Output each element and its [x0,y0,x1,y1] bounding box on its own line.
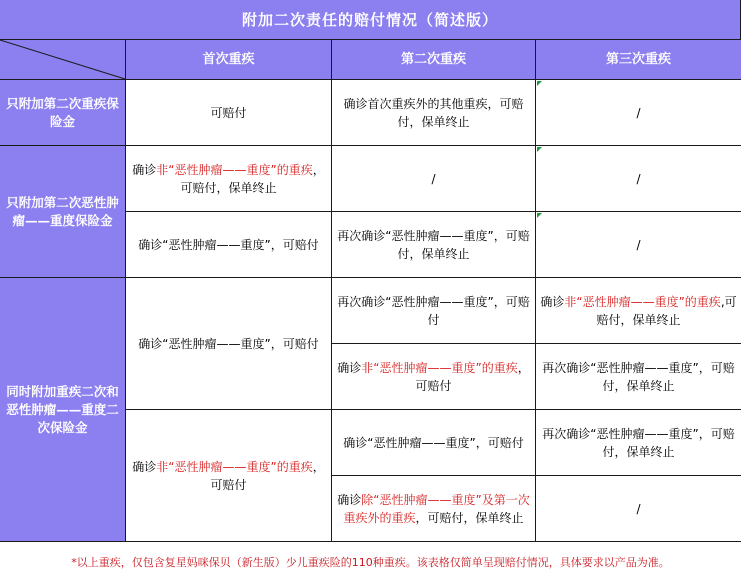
cell-r3b-second-top: 确诊“恶性肿瘤——重度”，可赔付 [332,410,536,476]
diagonal-line [0,40,126,80]
footer-note: *以上重疾，仅包含复星妈咪保贝（新生版）少儿重疾险的110种重疾。该表格仅简单呈现赔付情况，具体要求以产品为准。 [71,555,670,569]
cell-r3a-first: 确诊“恶性肿瘤——重度”，可赔付 [126,278,332,410]
row-label-second-illness-only: 只附加第二次重疾保险金 [0,80,126,146]
cell-r3a-third-top-text: 确诊非“恶性肿瘤——重度”的重疾,可赔付，保单终止 [540,294,737,327]
cell-marker [537,213,542,218]
cell-r2b-second: 再次确诊“恶性肿瘤——重度”，可赔付，保单终止 [332,212,536,278]
table-title: 附加二次责任的赔付情况（简述版） [0,0,741,40]
corner-cell [0,40,126,80]
cell-r1-third: / [536,80,741,146]
cell-r3a-second-bottom [332,344,536,410]
cell-r3b-second-bottom-text: 确诊除“恶性肿瘤——重度”及第一次重疾外的重疾，可赔付，保单终止 [337,492,530,525]
cell-r2a-second: / [332,146,536,212]
cell-r3b-first-text: 确诊非“恶性肿瘤——重度”的重疾，可赔付 [132,459,325,492]
header-first-illness: 首次重疾 [126,40,332,80]
cell-r3a-third-bottom: 再次确诊“恶性肿瘤——重度”，可赔付，保单终止 [536,344,741,410]
cell-r3b-first [126,410,332,542]
header-second-illness: 第二次重疾 [332,40,536,80]
cell-r3b-third-bottom: / [536,476,741,542]
cell-r2a-first-text: 确诊非“恶性肿瘤——重度”的重疾，可赔付，保单终止 [132,162,325,195]
cell-r3a-third-top [536,278,741,344]
cell-r3b-second-bottom [332,476,536,542]
row-label-both-additions: 同时附加重疾二次和恶性肿瘤——重度二次保险金 [0,278,126,542]
cell-r3a-second-top: 再次确诊“恶性肿瘤——重度”，可赔付 [332,278,536,344]
header-third-illness: 第三次重疾 [536,40,741,80]
cell-r2b-first: 确诊“恶性肿瘤——重度”，可赔付 [126,212,332,278]
cell-r3a-second-bottom-text: 确诊非“恶性肿瘤——重度”的重疾，可赔付 [337,360,530,393]
cell-r2a-third: / [536,146,741,212]
cell-r1-second: 确诊首次重疾外的其他重疾，可赔付，保单终止 [332,80,536,146]
cell-r2a-first [126,146,332,212]
cell-r1-first: 可赔付 [126,80,332,146]
row-label-second-cancer-only: 只附加第二次恶性肿瘤——重度保险金 [0,146,126,278]
cell-marker [537,81,542,86]
cell-r2b-third: / [536,212,741,278]
cell-marker [537,147,542,152]
cell-r3b-third-top: 再次确诊“恶性肿瘤——重度”，可赔付，保单终止 [536,410,741,476]
